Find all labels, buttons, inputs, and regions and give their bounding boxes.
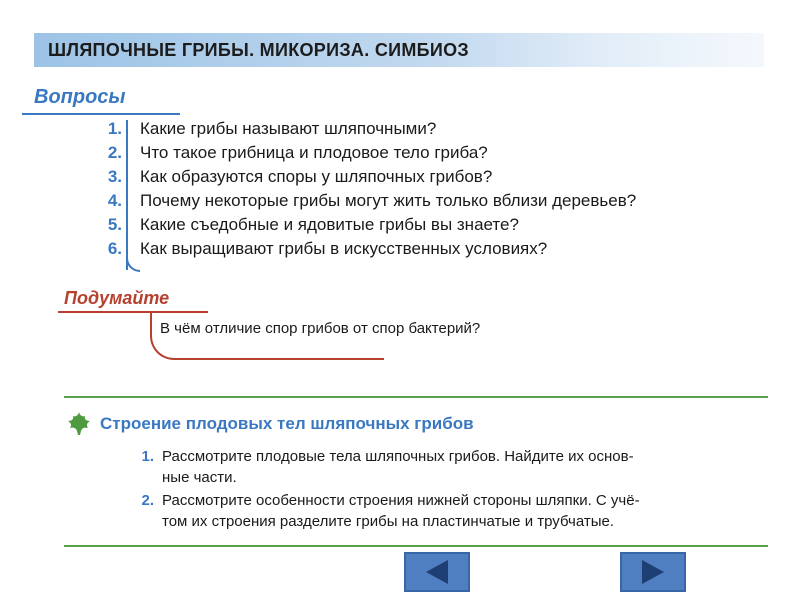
lab-title: Строение плодовых тел шляпочных грибов (100, 414, 474, 433)
question-number: 1. (107, 119, 122, 138)
question-item (0, 167, 780, 191)
task-text-line: Рассмотрите плодовые тела шляпочных грибов. Найдите их основ- (162, 448, 634, 465)
task-text-line: ные части. (162, 469, 237, 486)
question-item (0, 143, 780, 167)
question-number: 3. (107, 167, 122, 186)
question-number: 4. (107, 191, 122, 210)
question-text: Как образуются споры у шляпочных грибов? (140, 167, 493, 186)
task-number: 2. (141, 492, 154, 509)
think-underline (58, 311, 208, 313)
divider-top (64, 396, 768, 398)
arrow-left-icon (406, 554, 468, 590)
questions-underline (22, 113, 180, 115)
arrow-right-icon (622, 554, 684, 590)
page-title: ШЛЯПОЧНЫЕ ГРИБЫ. МИКОРИЗА. СИМБИОЗ (48, 40, 470, 60)
question-number: 5. (107, 215, 122, 234)
question-item (0, 239, 780, 263)
question-item (0, 119, 780, 143)
task-number: 1. (141, 448, 154, 465)
questions-heading: Вопросы (34, 86, 126, 108)
think-bottom-line (178, 358, 384, 360)
question-text: Почему некоторые грибы могут жить только вблизи деревьев? (140, 191, 637, 210)
prev-button[interactable] (404, 552, 470, 592)
question-item (0, 191, 780, 215)
next-button[interactable] (620, 552, 686, 592)
question-text: Что такое грибница и плодовое тело гриба? (140, 143, 488, 162)
question-number: 2. (107, 143, 122, 162)
leaf-icon (66, 410, 92, 436)
question-number: 6. (107, 239, 122, 258)
question-text: Какие грибы называют шляпочными? (140, 119, 437, 138)
question-text: Как выращивают грибы в искусственных условиях? (140, 239, 548, 258)
think-question: В чём отличие спор грибов от спор бактерий? (160, 320, 481, 337)
think-heading: Подумайте (64, 288, 170, 308)
task-text-line: Рассмотрите особенности строения нижней стороны шляпки. С учё- (162, 492, 640, 509)
divider-bottom (64, 545, 768, 547)
task-text-line: том их строения разделите грибы на пластинчатые и трубчатые. (162, 513, 615, 530)
question-text: Какие съедобные и ядовитые грибы вы знаете? (140, 215, 519, 234)
question-item (0, 215, 780, 239)
